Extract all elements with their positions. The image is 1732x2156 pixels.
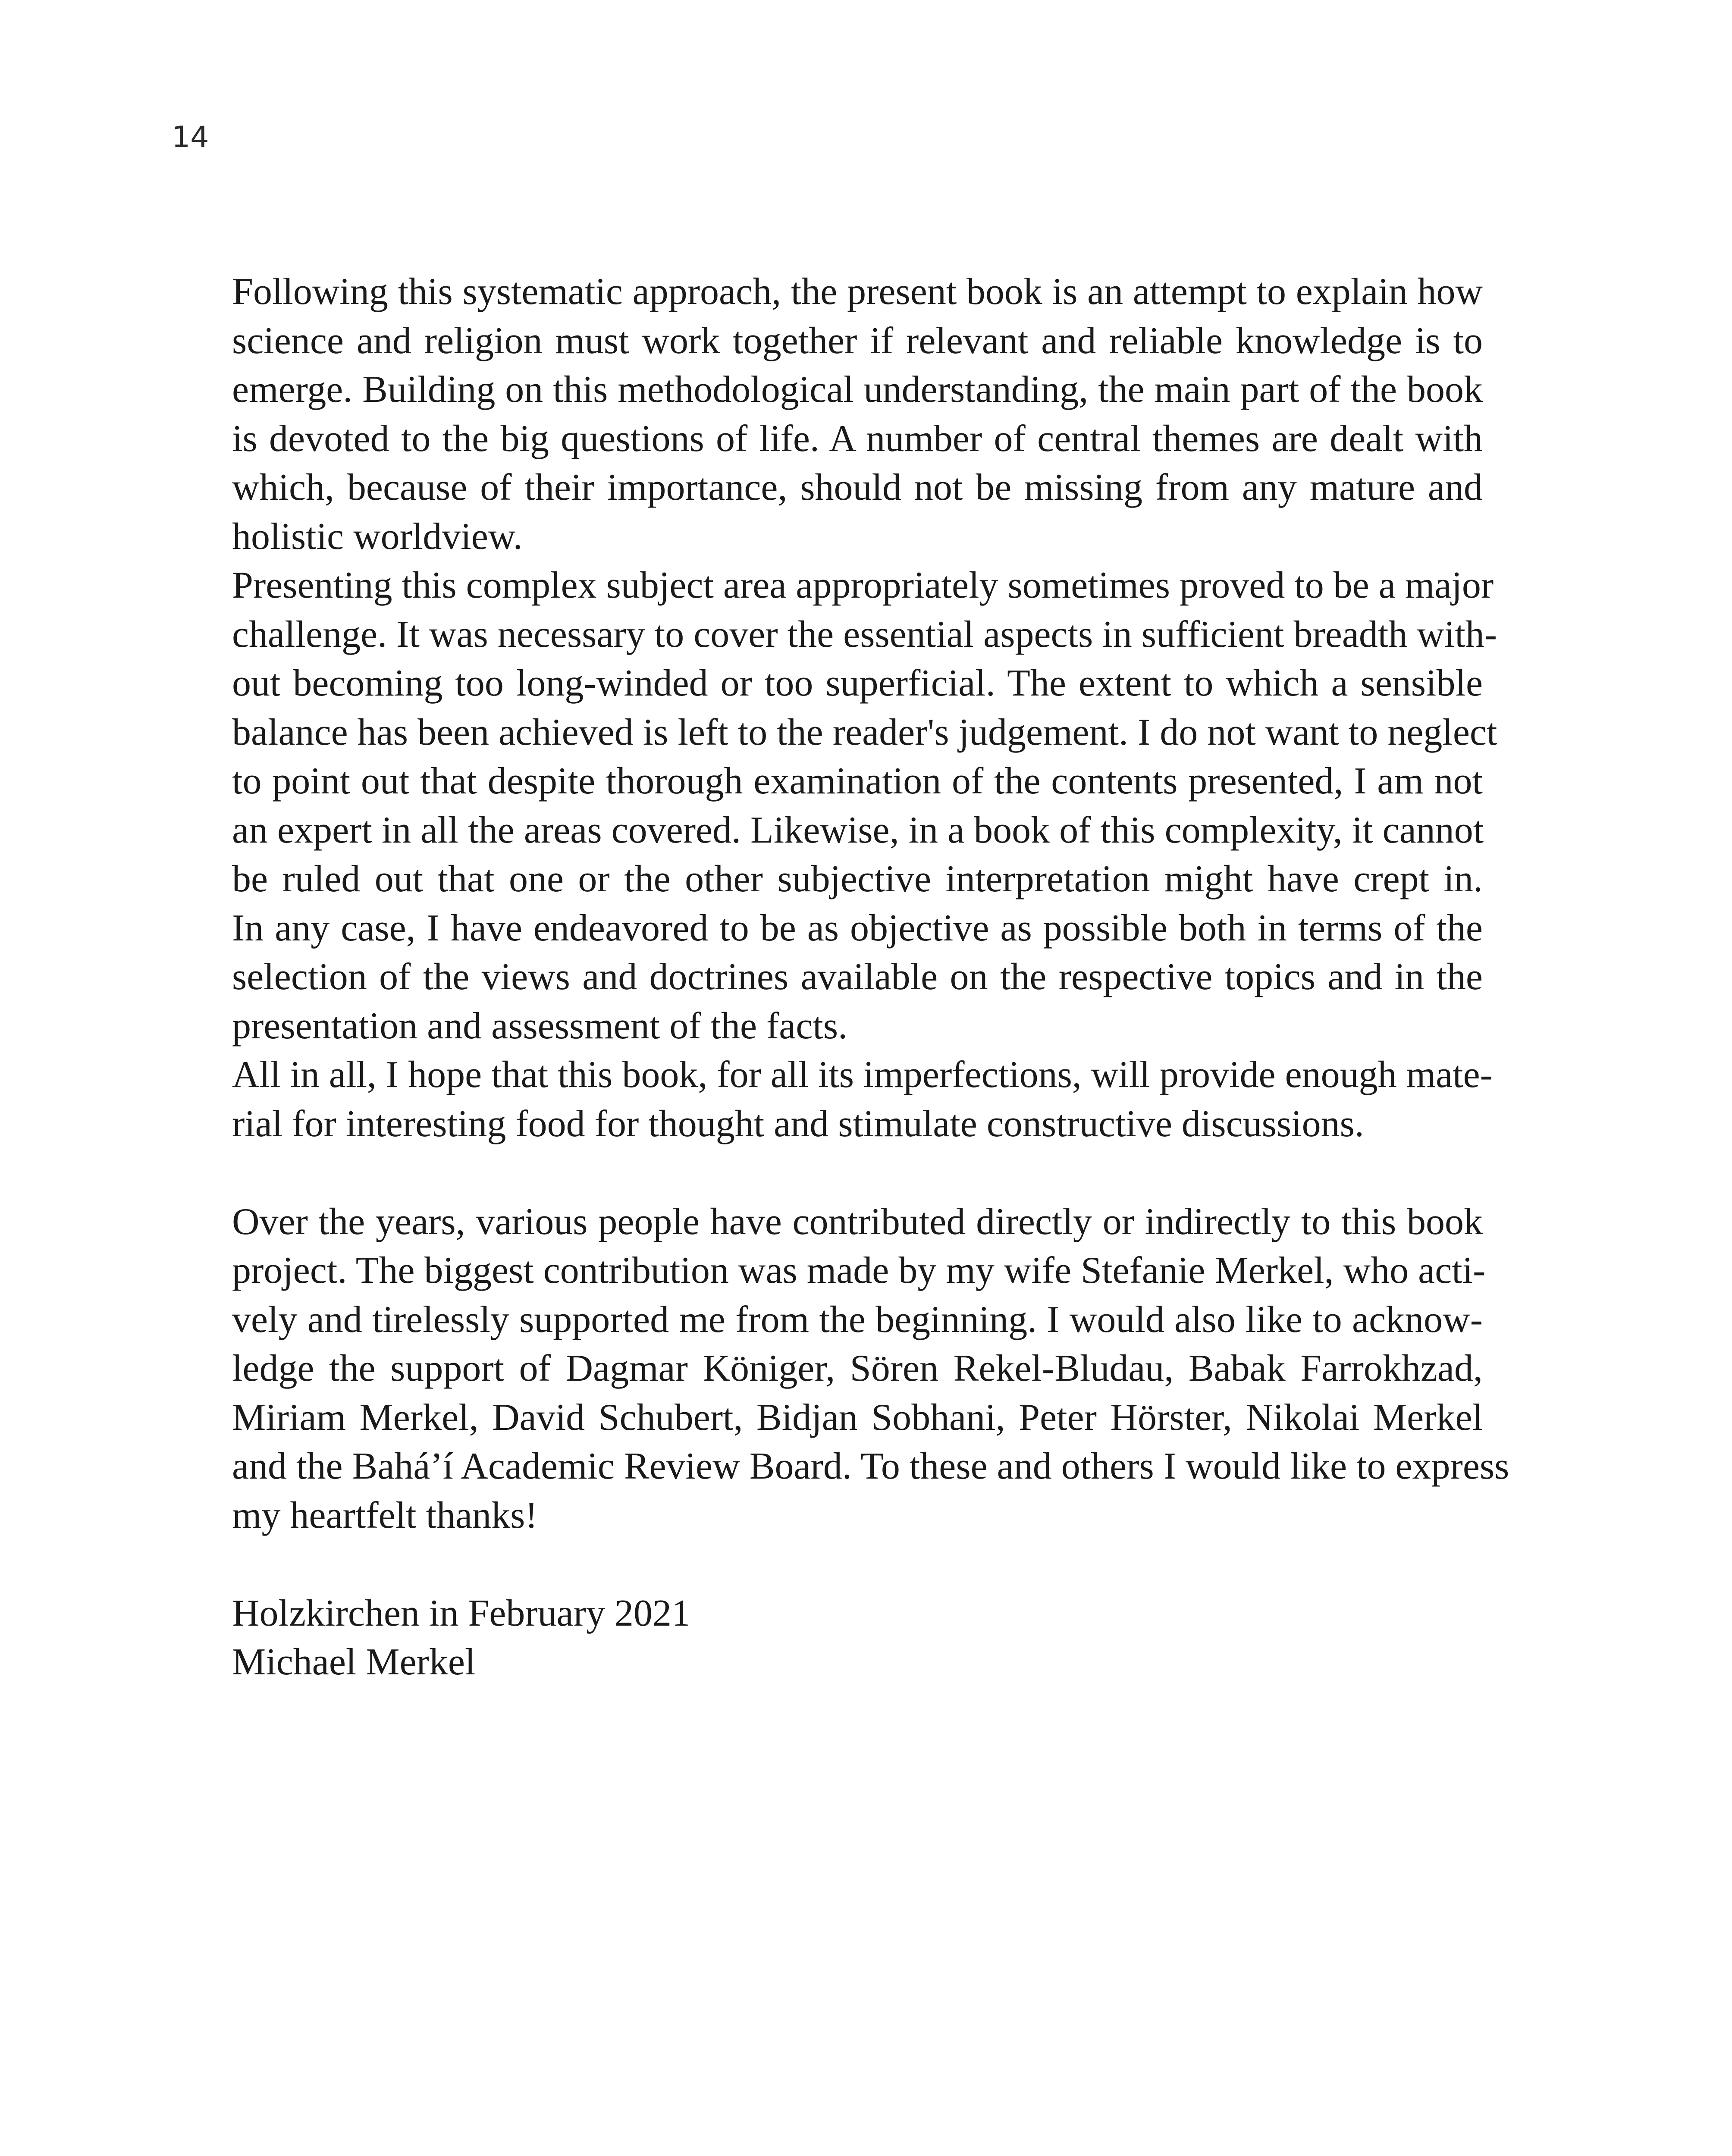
text-line: out becoming too long-winded or too superficial. The extent to which a sensible xyxy=(232,662,1483,704)
paragraph-spacer xyxy=(232,1540,1483,1589)
text-line: All in all, I hope that this book, for all its imperfections, will provide enough mate- xyxy=(232,1054,1493,1096)
text-line: ledge the support of Dagmar Königer, Sören Rekel-Bludau, Babak Farrokhzad, xyxy=(232,1348,1483,1389)
text-line: Miriam Merkel, David Schubert, Bidjan Sobhani, Peter Hörster, Nikolai Merkel xyxy=(232,1396,1483,1438)
paragraph-hope xyxy=(232,1050,1493,1148)
text-line: selection of the views and doctrines available on the respective topics and in the xyxy=(232,956,1483,998)
text-line: which, because of their importance, should not be missing from any mature and xyxy=(232,467,1483,508)
paragraph-acknowledgements xyxy=(232,1197,1509,1540)
text-line: rial for interesting food for thought and stimulate constructive discussions. xyxy=(232,1103,1364,1145)
text-line: an expert in all the areas covered. Likewise, in a book of this complexity, it cannot xyxy=(232,809,1484,851)
text-line: holistic worldview. xyxy=(232,515,523,558)
text-line: is devoted to the big questions of life. A number of central themes are dealt with xyxy=(232,417,1483,460)
author-name: Michael Merkel xyxy=(232,1641,476,1683)
text-line: In any case, I have endeavored to be as objective as possible both in terms of the xyxy=(232,907,1483,949)
text-line: challenge. It was necessary to cover the essential aspects in sufficient breadth with- xyxy=(232,613,1497,655)
text-line: be ruled out that one or the other subjective interpretation might have crept in. xyxy=(232,858,1483,900)
text-line: science and religion must work together if relevant and reliable knowledge is to xyxy=(232,320,1483,362)
text-line: Presenting this complex subject area appropriately sometimes proved to be a major xyxy=(232,564,1494,606)
text-line: Following this systematic approach, the present book is an attempt to explain how xyxy=(232,271,1483,313)
text-line: project. The biggest contribution was made by my wife Stefanie Merkel, who acti- xyxy=(232,1250,1486,1291)
closing-block xyxy=(232,1589,1483,1687)
text-line: balance has been achieved is left to the reader's judgement. I do not want to neglect xyxy=(232,711,1497,753)
body-text xyxy=(232,267,1509,1687)
text-line: Over the years, various people have contributed directly or indirectly to this book xyxy=(232,1200,1483,1243)
text-line: presentation and assessment of the facts. xyxy=(232,1005,848,1047)
page-number: 14 xyxy=(172,120,209,154)
text-line: and the Bahá’í Academic Review Board. To these and others I would like to express xyxy=(232,1445,1509,1487)
paragraph-spacer xyxy=(232,1148,1483,1197)
text-line: my heartfelt thanks! xyxy=(232,1494,538,1536)
text-line: to point out that despite thorough examination of the contents presented, I am not xyxy=(232,760,1483,802)
paragraph-intro xyxy=(232,267,1483,561)
place-date: Holzkirchen in February 2021 xyxy=(232,1592,691,1634)
text-line: vely and tirelessly supported me from the beginning. I would also like to acknow- xyxy=(232,1298,1483,1341)
text-line: emerge. Building on this methodological understanding, the main part of the book xyxy=(232,369,1483,411)
paragraph-challenge xyxy=(232,561,1497,1050)
